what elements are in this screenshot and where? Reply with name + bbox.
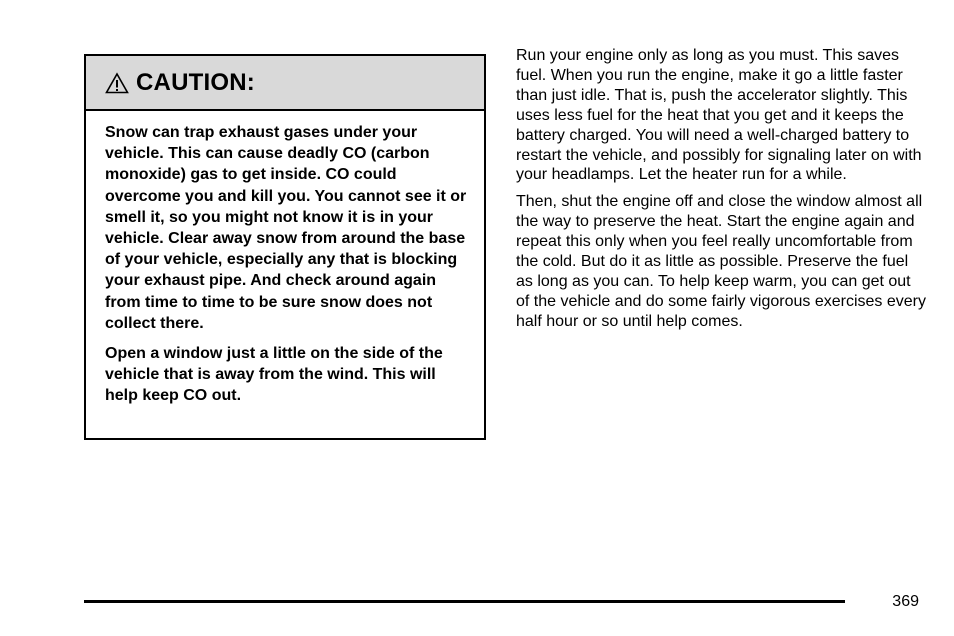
- caution-title: CAUTION:: [136, 68, 255, 96]
- body-paragraph: Run your engine only as long as you must. This saves fuel. When you run the engine, make it go a little faster than just idle. That is, push the accelerator slightly. This uses less fuel for the heat that you get and it keeps the battery charged. You will need a well-charged battery to restart the vehicle, and possibly for signaling later on with your headlamps. Let the heater run for a while.: [516, 47, 922, 184]
- footer-rule: [84, 600, 845, 603]
- warning-triangle-icon: [105, 72, 129, 94]
- caution-body: [86, 111, 484, 407]
- body-paragraph: Then, shut the engine off and close the window almost all the way to preserve the heat. Start the engine again and repeat this only when you feel really uncomfortable from the cold. But do it as little as possible. Preserve the fuel as long as you can. To help keep warm, you can get out of the vehicle and do some fairly vigorous exercises every half hour or so until help comes.: [516, 193, 926, 330]
- caution-paragraph: Open a window just a little on the side of the vehicle that is away from the wind. This will help keep CO out.: [105, 345, 443, 405]
- caution-header: [86, 56, 484, 111]
- page-number: 369: [892, 593, 919, 610]
- caution-box: [84, 54, 486, 440]
- body-text-column: [516, 46, 926, 339]
- caution-paragraph: Snow can trap exhaust gases under your vehicle. This can cause deadly CO (carbon monoxide) gas to get inside. CO could overcome you and kill you. You cannot see it or smell it, so you might not know it is in your vehicle. Clear away snow from around the base of your vehicle, especially any that is blocking your exhaust pipe. And check around again from time to time to be sure snow does not collect there.: [105, 124, 467, 332]
